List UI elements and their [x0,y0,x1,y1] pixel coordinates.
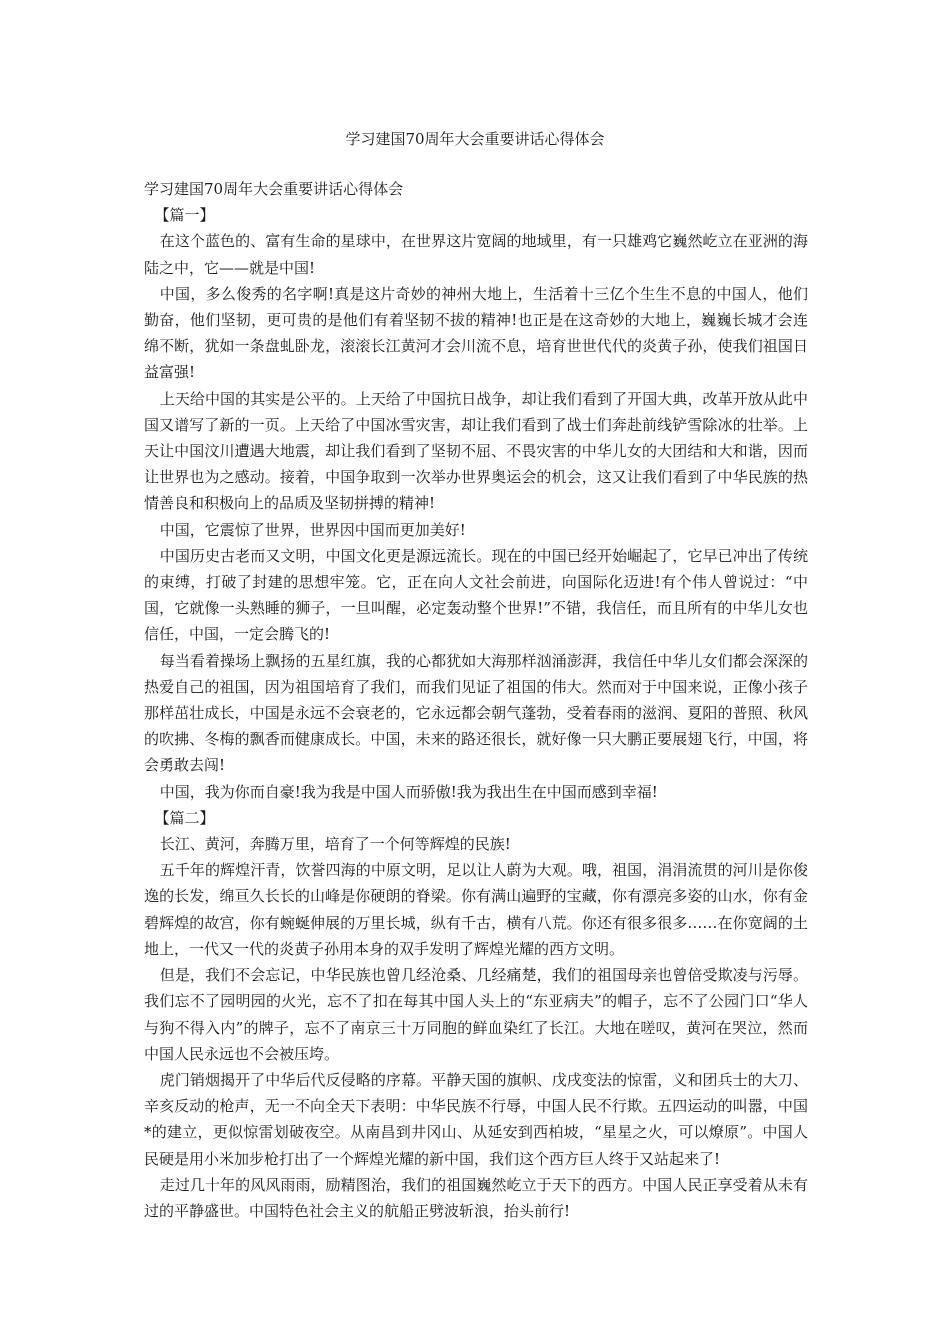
section-heading-one: 【篇一】 [154,206,215,225]
paragraph: 中国，多么俊秀的名字啊!真是这片奇妙的神州大地上，生活着十三亿个生生不息的中国人，他们勤奋，他们坚韧，更可贵的是他们有着坚韧不拔的精神!也正是在这奇妙的大地上，巍巍长城才会连绵不断，犹如一条盘虬卧龙，滚滚长江黄河才会川流不息，培育世世代代的炎黄子孙，使我们祖国日益富强! [144,284,808,382]
section-heading-two: 【篇二】 [154,808,215,827]
document-subtitle: 学习建国70周年大会重要讲话心得体会 [144,180,404,198]
document-title: 学习建国70周年大会重要讲话心得体会 [345,130,605,148]
paragraph: 每当看着操场上飘扬的五星红旗，我的心都犹如大海那样汹涌澎湃，我信任中华儿女们都会深深的热爱自己的祖国，因为祖国培育了我们，而我们见证了祖国的伟大。然而对于中国来说，正像小孩子那样茁壮成长，中国是永远不会衰老的，它永远都会朝气蓬勃，受着春雨的滋润、夏阳的普照、秋风的吹拂、冬梅的飘香而健康成长。中国，未来的路还很长，就好像一只大鹏正要展翅飞行，中国，将会勇敢去闯! [144,651,808,775]
paragraph: 走过几十年的风风雨雨，励精图治，我们的祖国巍然屹立于天下的西方。中国人民正享受着从未有过的平静盛世。中国特色社会主义的航船正劈波斩浪，抬头前行! [144,1175,808,1220]
paragraph: 在这个蓝色的、富有生命的星球中，在世界这片宽阔的地域里，有一只雄鸡它巍然屹立在亚洲的海陆之中，它——就是中国! [144,232,808,277]
paragraph: 虎门销烟揭开了中华后代反侵略的序幕。平静天国的旗帜、戊戌变法的惊雷，义和团兵士的大刀、辛亥反动的枪声，无一不向全天下表明：中华民族不行辱，中国人民不行欺。五四运动的叫嚣，中国*的建立，更似惊雷划破夜空。从南昌到井冈山、从延安到西柏坡，“星星之火，可以燎原”。中国人民硬是用小米加步枪打出了一个辉煌光耀的新中国，我们这个西方巨人终于又站起来了! [144,1070,808,1168]
paragraph: 但是，我们不会忘记，中华民族也曾几经沧桑、几经痛楚，我们的祖国母亲也曾倍受欺凌与污辱。我们忘不了园明园的火光，忘不了扣在每其中国人头上的“东亚病夫”的帽子，忘不了公园门口“华人与狗不得入内”的牌子，忘不了南京三十万同胞的鲜血染红了长江。大地在嗟叹，黄河在哭泣，然而中国人民永远也不会被压垮。 [144,966,808,1063]
paragraph: 中国，我为你而自豪!我为我是中国人而骄傲!我为我出生在中国而感到幸福! [159,782,658,801]
paragraph: 长江、黄河，奔腾万里，培育了一个何等辉煌的民族! [159,835,511,854]
paragraph: 上天给中国的其实是公平的。上天给了中国抗日战争，却让我们看到了开国大典，改革开放从此中国又谱写了新的一页。上天给了中国冰雪灾害，却让我们看到了战士们奔赴前线铲雪除冰的壮举。上天让中国汶川遭遇大地震，却让我们看到了坚韧不屈、不畏灾害的中华儿女的大团结和大和谐，因而让世界也为之感动。接着，中国争取到一次举办世界奥运会的机会，这又让我们看到了中华民族的热情善良和积极向上的品质及坚韧拼搏的精神! [144,389,808,513]
paragraph: 五千年的辉煌汗青，饮誉四海的中原文明，足以让人蔚为大观。哦，祖国，涓涓流贯的河川是你俊逸的长发，绵亘久长长的山峰是你硬朗的脊梁。你有满山遍野的宝藏，你有漂亮多姿的山水，你有金碧辉煌的故宫，你有蜿蜒伸展的万里长城，纵有千古，横有八荒。你还有很多很多……在你宽阔的土地上，一代又一代的炎黄子孙用本身的双手发明了辉煌光耀的西方文明。 [144,861,808,958]
document-body [144,176,808,1224]
paragraph: 中国历史古老而又文明，中国文化更是源远流长。现在的中国已经开始崛起了，它早已冲出了传统的束缚，打破了封建的思想牢笼。它，正在向人文社会前进，向国际化迈进!有个伟人曾说过：“中国，它就像一头熟睡的狮子，一旦叫醒，必定轰动整个世界!”不错，我信任，而且所有的中华儿女也信任，中国，一定会腾飞的! [144,546,808,644]
paragraph: 中国，它震惊了世界，世界因中国而更加美好! [159,520,466,539]
